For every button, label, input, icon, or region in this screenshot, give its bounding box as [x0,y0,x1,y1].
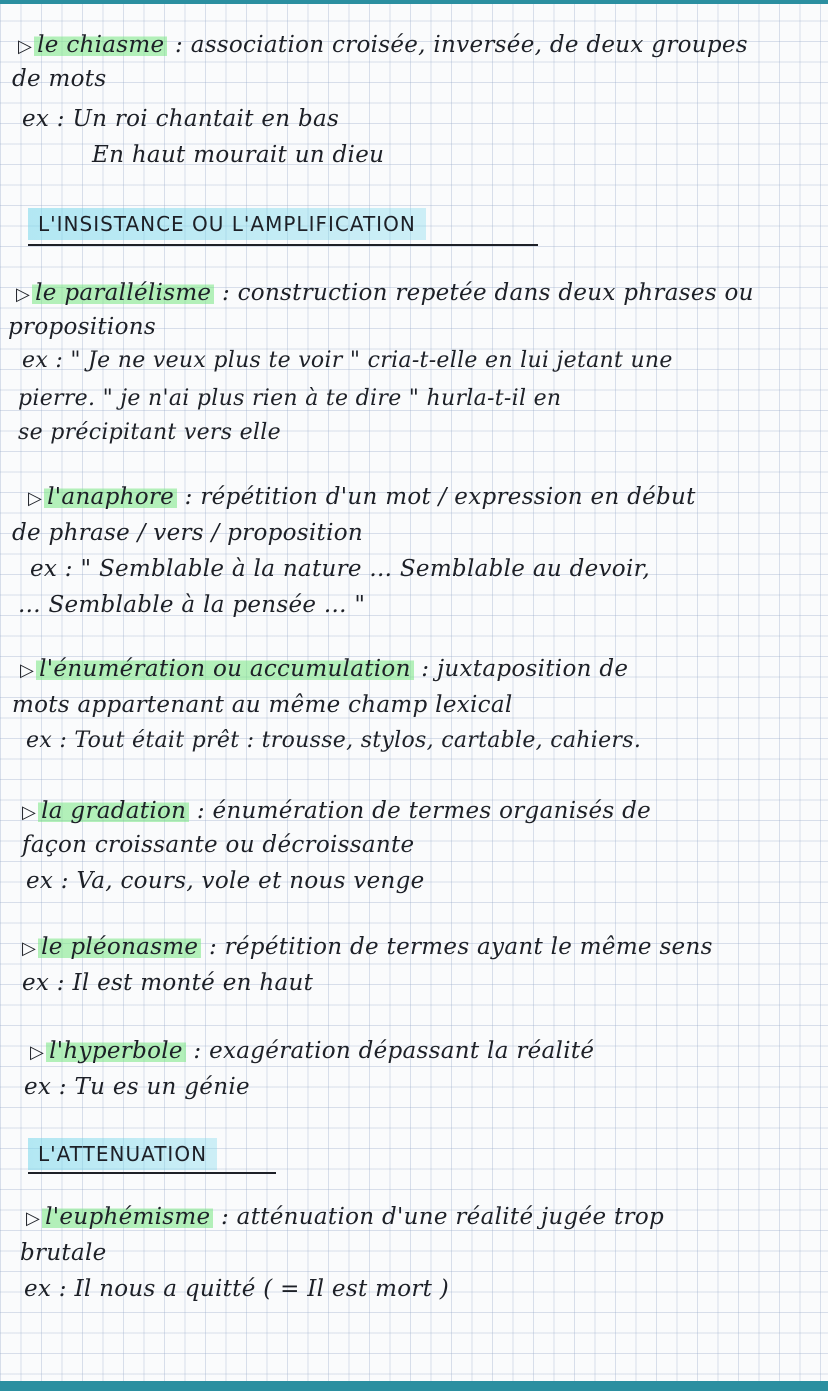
anaphore-def-line1: : répétition d'un mot / expression en début [177,484,696,510]
parallelisme-term: le parallélisme [32,280,214,306]
pleonasme-definition [22,934,713,960]
triangle-bullet-icon: ▷ [18,36,33,57]
chiasme-definition [18,32,748,58]
hyperbole-example-line1: ex : Tu es un génie [24,1074,250,1100]
parallelisme-example-line3: se précipitant vers elle [18,420,281,445]
anaphore-def-line2: de phrase / vers / proposition [12,520,364,546]
hyperbole-definition [30,1038,594,1064]
gradation-def-line2: façon croissante ou décroissante [22,832,415,858]
chiasme-def-line2: de mots [12,66,107,92]
page-bottom-edge [0,1381,828,1391]
hyperbole-term: l'hyperbole [46,1038,186,1064]
enumeration-example-line1: ex : Tout était prêt : trousse, stylos, cartable, cahiers. [26,728,642,753]
anaphore-definition [28,484,696,510]
page-top-edge [0,0,828,4]
gradation-example-line1: ex : Va, cours, vole et nous venge [26,868,425,894]
parallelisme-def-line2: propositions [8,314,156,340]
triangle-bullet-icon: ▷ [22,938,37,959]
chiasme-term: le chiasme [34,32,167,58]
pleonasme-term: le pléonasme [38,934,201,960]
anaphore-example-line1: ex : " Semblable à la nature ... Semblable au devoir, [30,556,650,582]
chiasme-def-line1: : association croisée, inversée, de deux groupes [167,32,748,58]
triangle-bullet-icon: ▷ [30,1042,45,1063]
section-heading-underline [28,1172,276,1174]
gradation-term: la gradation [38,798,189,824]
triangle-bullet-icon: ▷ [28,488,43,509]
euphemisme-example-line1: ex : Il nous a quitté ( = Il est mort ) [24,1276,450,1302]
anaphore-example-line2: ... Semblable à la pensée ... " [18,592,366,618]
triangle-bullet-icon: ▷ [16,284,31,305]
hyperbole-def-line1: : exagération dépassant la réalité [185,1038,595,1064]
pleonasme-example-line1: ex : Il est monté en haut [22,970,314,996]
euphemisme-definition [26,1204,664,1230]
chiasme-example-line2: En haut mourait un dieu [92,142,385,168]
gradation-def-line1: : énumération de termes organisés de [189,798,652,824]
euphemisme-def-line1: : atténuation d'une réalité jugée trop [213,1204,664,1230]
parallelisme-def-line1: : construction repetée dans deux phrases ou [214,280,754,306]
gradation-definition [22,798,651,824]
triangle-bullet-icon: ▷ [20,660,35,681]
pleonasme-def-line1: : répétition de termes ayant le même sens [201,934,713,960]
chiasme-example-line1: ex : Un roi chantait en bas [22,106,340,132]
euphemisme-term: l'euphémisme [42,1204,213,1230]
parallelisme-example-line2: pierre. " je n'ai plus rien à te dire " hurla-t-il en [18,386,562,411]
enumeration-def-line2: mots appartenant au même champ lexical [12,692,513,718]
section-heading-attenuation: L'ATTENUATION [28,1138,217,1170]
triangle-bullet-icon: ▷ [22,802,37,823]
section-heading-underline [28,244,538,246]
enumeration-def-line1: : juxtaposition de [413,656,629,682]
enumeration-term: l'énumération ou accumulation [36,656,414,682]
section-heading-insistance: L'INSISTANCE OU L'AMPLIFICATION [28,208,426,240]
parallelisme-example-line1: ex : " Je ne veux plus te voir " cria-t-elle en lui jetant une [22,348,673,373]
parallelisme-definition [16,280,754,306]
anaphore-term: l'anaphore [44,484,177,510]
triangle-bullet-icon: ▷ [26,1208,41,1229]
euphemisme-def-line2: brutale [20,1240,107,1266]
enumeration-definition [20,656,628,682]
